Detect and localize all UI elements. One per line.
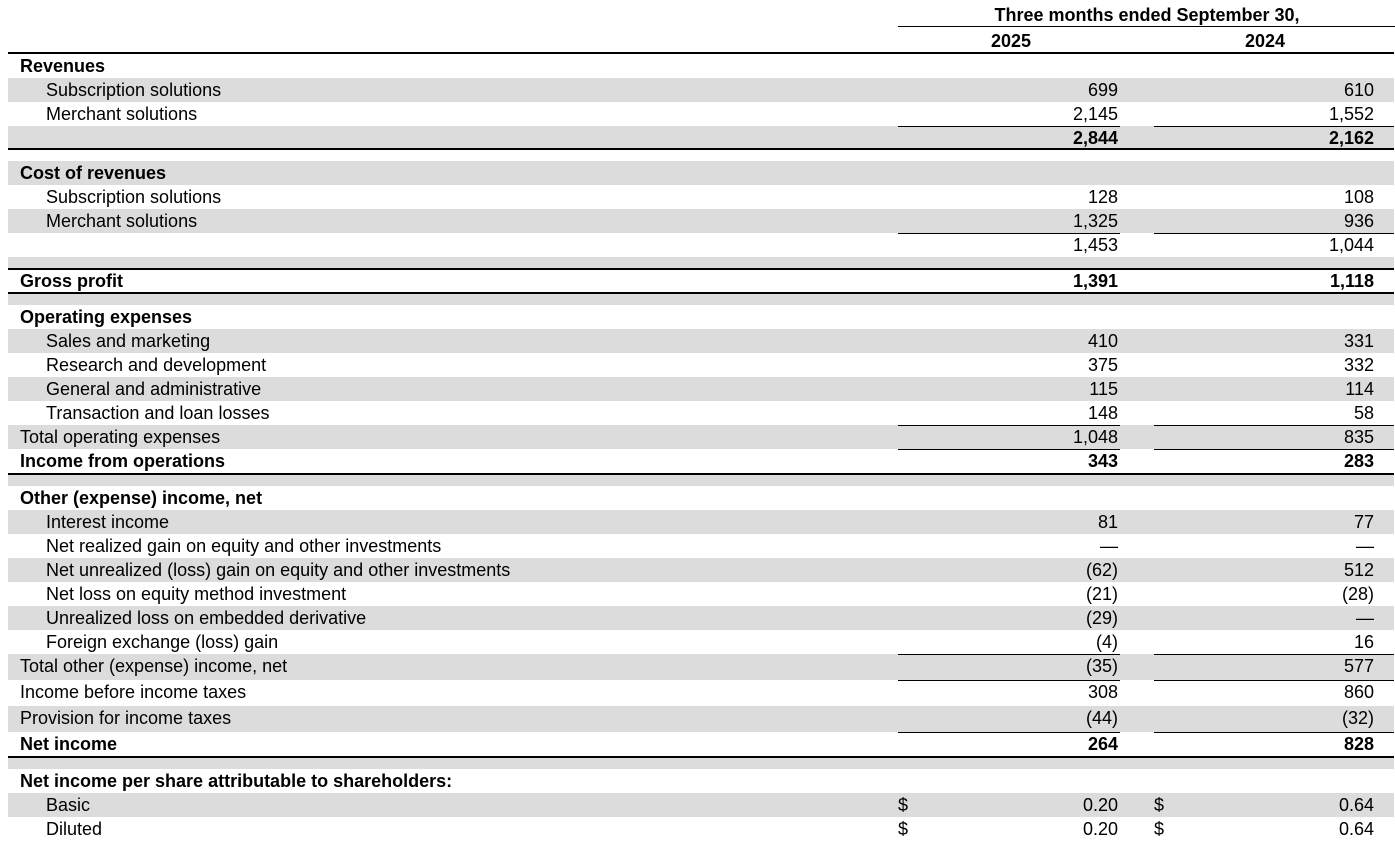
value-2025: 1,453 [1072, 235, 1118, 255]
row-opex-sales [8, 329, 1394, 353]
value-2024: 1,118 [1329, 271, 1374, 291]
value-2024: 610 [1343, 80, 1374, 100]
value-2024: 860 [1343, 682, 1374, 702]
row-label: Basic [46, 795, 91, 815]
value-2024: 1,552 [1328, 104, 1374, 124]
period-header: Three months ended September 30, [994, 5, 1300, 25]
row-label: Subscription solutions [46, 80, 222, 100]
value-2024: 0.64 [1338, 795, 1374, 815]
period-header-rule [898, 26, 1395, 27]
row-income-operations [8, 449, 1394, 475]
section-title: Net income per share attributable to shareholders: [20, 771, 453, 791]
value-2024: (28) [1341, 584, 1374, 604]
value-2025: (35) [1085, 656, 1118, 676]
row-label: Provision for income taxes [20, 708, 232, 728]
row-gross-profit [8, 268, 1394, 294]
value-2025: 699 [1087, 80, 1118, 100]
value-2025: 264 [1087, 734, 1118, 754]
section-title: Cost of revenues [20, 163, 167, 183]
value-2024: 512 [1343, 560, 1374, 580]
row-rev-subscription [8, 78, 1394, 102]
row-cost-total [8, 233, 1394, 257]
value-2025: (21) [1085, 584, 1118, 604]
row-cost-subscription [8, 185, 1394, 209]
subtotal-rule [898, 732, 1120, 733]
row-opex-gna [8, 377, 1394, 401]
row-label: Merchant solutions [46, 104, 198, 124]
row-label: General and administrative [46, 379, 262, 399]
spacer [8, 294, 1394, 305]
value-2025: 1,048 [1072, 427, 1118, 447]
value-2024: 1,044 [1328, 235, 1374, 255]
value-2025: (29) [1085, 608, 1118, 628]
row-rev-merchant [8, 102, 1394, 126]
value-2024: (32) [1341, 708, 1374, 728]
row-label: Sales and marketing [46, 331, 211, 351]
value-2024: 835 [1343, 427, 1374, 447]
income-statement-table [8, 52, 1394, 841]
subtotal-rule [898, 449, 1120, 450]
row-cost-title [8, 161, 1394, 185]
row-eps-title [8, 769, 1394, 793]
spacer [8, 475, 1394, 486]
row-opex-title [8, 305, 1394, 329]
col-header-2024: 2024 [1244, 31, 1286, 51]
row-cost-merchant [8, 209, 1394, 233]
value-2024: 577 [1343, 656, 1374, 676]
row-opex-rnd [8, 353, 1394, 377]
value-2025: 1,325 [1072, 211, 1118, 231]
row-income-tax [8, 706, 1394, 732]
subtotal-rule [898, 680, 1120, 681]
row-label: Total other (expense) income, net [20, 656, 288, 676]
value-2024: 332 [1343, 355, 1374, 375]
spacer [8, 150, 1394, 161]
spacer [8, 758, 1394, 769]
value-2025: 115 [1089, 379, 1118, 399]
row-label: Subscription solutions [46, 187, 222, 207]
row-eps-diluted [8, 817, 1394, 841]
row-other-unrealized [8, 558, 1394, 582]
row-net-income [8, 732, 1394, 758]
row-other-realized [8, 534, 1394, 558]
value-2025: 2,145 [1072, 104, 1118, 124]
section-title: Revenues [20, 56, 106, 76]
value-2024: 828 [1343, 734, 1374, 754]
section-title: Other (expense) income, net [20, 488, 263, 508]
value-2024: 108 [1343, 187, 1374, 207]
currency-symbol: $ [1154, 795, 1165, 815]
value-2025: 128 [1087, 187, 1118, 207]
value-2024: 0.64 [1338, 819, 1374, 839]
row-label: Net income [20, 734, 118, 754]
value-2025: 148 [1087, 403, 1118, 423]
value-2025: (62) [1085, 560, 1118, 580]
value-2024: 58 [1353, 403, 1374, 423]
row-label: Total operating expenses [20, 427, 221, 447]
value-2024: 283 [1343, 451, 1374, 471]
row-label: Income before income taxes [20, 682, 247, 702]
row-other-total [8, 654, 1394, 680]
row-label: Interest income [46, 512, 170, 532]
value-2025: 375 [1087, 355, 1118, 375]
currency-symbol: $ [1154, 819, 1165, 839]
value-2024: — [1356, 536, 1374, 556]
row-other-fx [8, 630, 1394, 654]
row-label: Diluted [46, 819, 103, 839]
row-other-equity-method [8, 582, 1394, 606]
row-label: Net loss on equity method investment [46, 584, 347, 604]
row-label: Net unrealized (loss) gain on equity and other investments [46, 560, 511, 580]
value-2025: 2,844 [1072, 128, 1118, 148]
value-2024: 77 [1353, 512, 1374, 532]
value-2025: (44) [1085, 708, 1118, 728]
row-label: Unrealized loss on embedded derivative [46, 608, 367, 628]
value-2025: — [1100, 536, 1118, 556]
row-pretax-income [8, 680, 1394, 706]
row-opex-total [8, 425, 1394, 449]
value-2025: 0.20 [1082, 795, 1118, 815]
row-label: Foreign exchange (loss) gain [46, 632, 279, 652]
row-label: Gross profit [20, 271, 124, 291]
row-other-title [8, 486, 1394, 510]
row-label: Transaction and loan losses [46, 403, 270, 423]
value-2024: 16 [1353, 632, 1374, 652]
row-label: Merchant solutions [46, 211, 198, 231]
value-2025: 81 [1097, 512, 1118, 532]
row-other-interest [8, 510, 1394, 534]
value-2025: 1,391 [1072, 271, 1118, 291]
value-2025: 410 [1087, 331, 1118, 351]
value-2024: 2,162 [1328, 128, 1374, 148]
value-2025: 343 [1087, 451, 1118, 471]
row-label: Income from operations [20, 451, 226, 471]
section-title: Operating expenses [20, 307, 193, 327]
value-2024: 114 [1345, 379, 1374, 399]
value-2025: (4) [1096, 632, 1118, 652]
currency-symbol: $ [898, 795, 909, 815]
row-label: Research and development [46, 355, 267, 375]
value-2025: 308 [1087, 682, 1118, 702]
row-label: Net realized gain on equity and other investments [46, 536, 442, 556]
col-header-2025: 2025 [990, 31, 1032, 51]
row-other-derivative [8, 606, 1394, 630]
value-2024: 936 [1343, 211, 1374, 231]
value-2024: — [1356, 608, 1374, 628]
row-rev-total [8, 126, 1394, 150]
row-revenues-title [8, 54, 1394, 78]
value-2025: 0.20 [1082, 819, 1118, 839]
value-2024: 331 [1343, 331, 1374, 351]
row-opex-loss [8, 401, 1394, 425]
spacer [8, 257, 1394, 268]
row-eps-basic [8, 793, 1394, 817]
currency-symbol: $ [898, 819, 909, 839]
